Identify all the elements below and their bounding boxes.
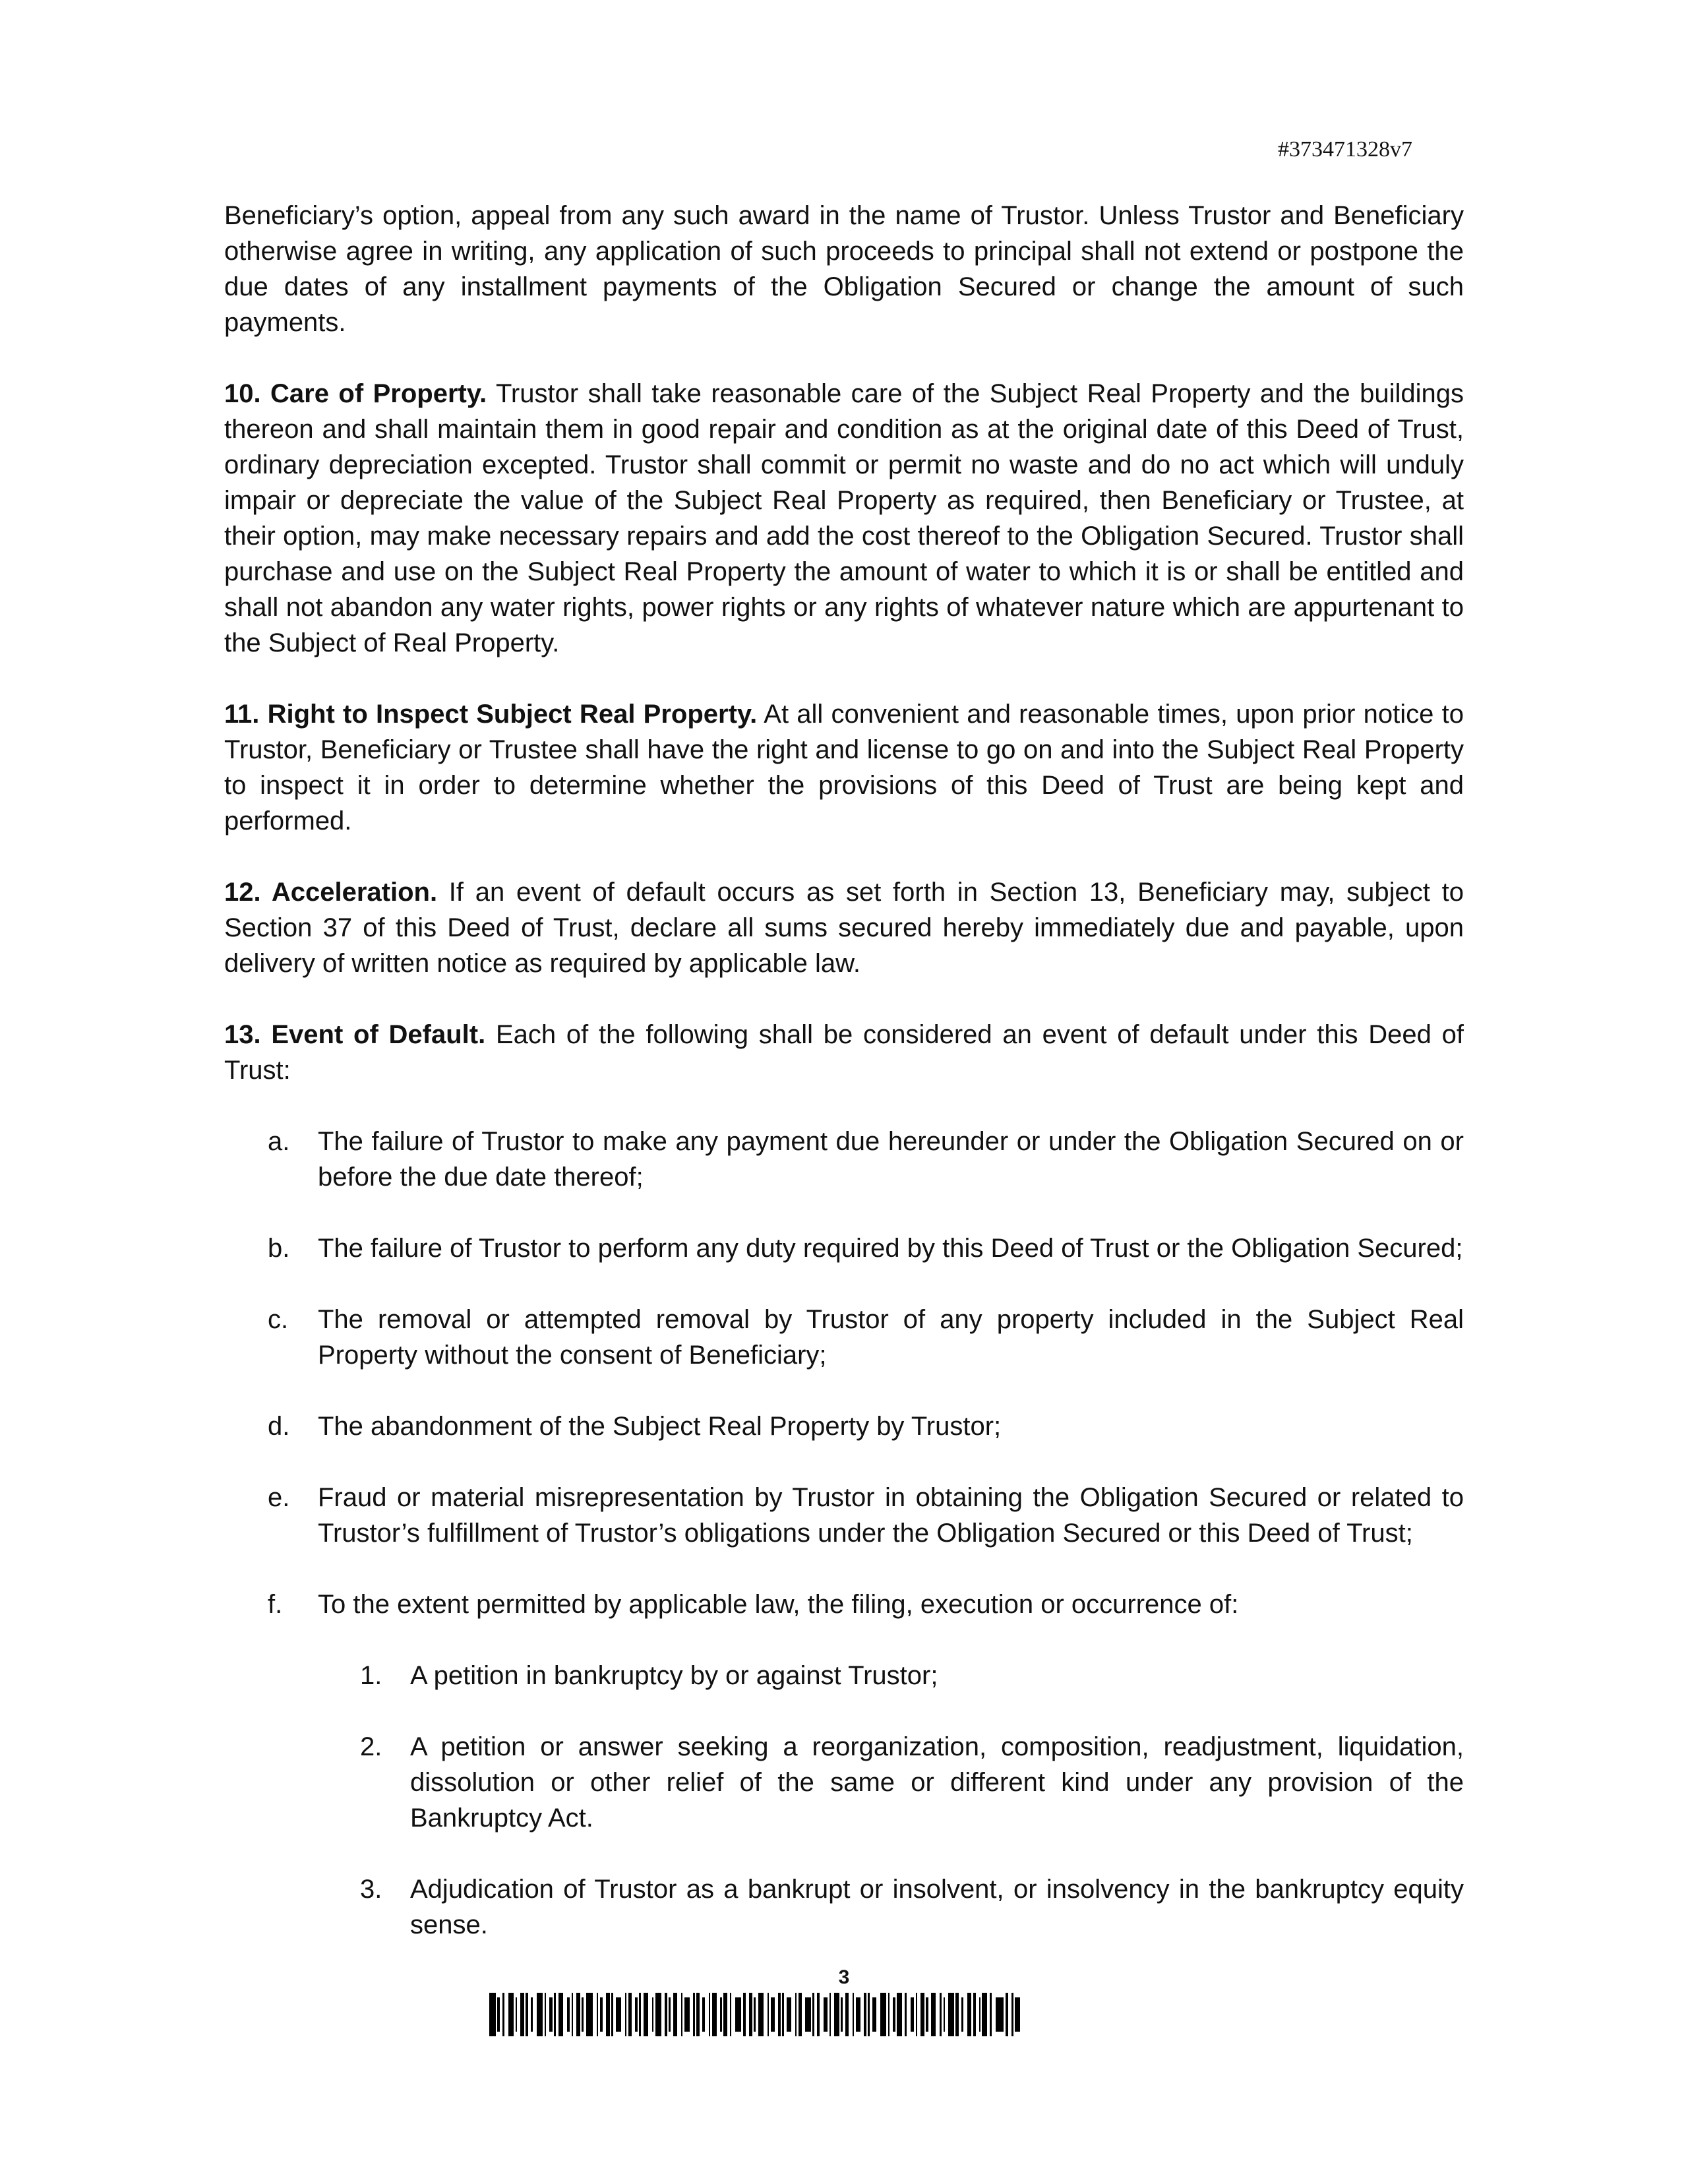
section-heading: 11. Right to Inspect Subject Real Property. bbox=[224, 700, 758, 729]
barcode-bar bbox=[628, 1993, 632, 2036]
barcode-bar bbox=[955, 1993, 959, 2036]
barcode-bar bbox=[702, 1997, 705, 2032]
bankruptcy-events-list bbox=[224, 1658, 1464, 1943]
paragraph-continuation bbox=[224, 198, 1464, 340]
barcode-bar bbox=[502, 1993, 504, 2036]
barcode-bar bbox=[531, 1997, 533, 2032]
barcode-bar bbox=[693, 1993, 695, 2036]
list-marker: d. bbox=[268, 1412, 290, 1441]
document-id: #373471328v7 bbox=[1278, 137, 1412, 162]
barcode-bar bbox=[684, 1997, 690, 2032]
list-item bbox=[224, 1729, 1464, 1836]
section-heading: 13. Event of Default. bbox=[224, 1020, 486, 1049]
list-marker: 2. bbox=[360, 1732, 382, 1761]
barcode-bar bbox=[973, 1993, 976, 2036]
barcode-bar bbox=[625, 1993, 626, 2036]
barcode-bar bbox=[655, 1993, 661, 2036]
barcode-bar bbox=[856, 1997, 860, 2032]
section-text: Trustor shall take reasonable care of the Subject Real Property and the buildings thereon and shall maintain them in good repair and condition as at the original date of this Deed of Trust, ordinary depreciation excepted. Trustor shall commit or permit no waste and do no act which will unduly impair or depreciate the value of the Subject Real Property as required, then Beneficiary or Trustee, at their option, may make necessary repairs and add the cost thereof to the Obligation Secured. Trustor shall purchase and use on the Subject Real Property the amount of water to which it is or shall be entitled and shall not abandon any water rights, power rights or any rights of whatever nature which are appurtenant to the Subject of Real Property. bbox=[224, 379, 1464, 657]
barcode-bar bbox=[799, 1993, 802, 2036]
barcode-bar bbox=[1015, 1997, 1020, 2032]
list-item-text: A petition in bankruptcy by or against Trustor; bbox=[410, 1661, 938, 1690]
barcode-bar bbox=[982, 1993, 987, 2036]
barcode-bar bbox=[754, 1997, 756, 2032]
list-item-text: The failure of Trustor to perform any duty required by this Deed of Trust or the Obligation Secured; bbox=[318, 1234, 1463, 1263]
list-item-text: The abandonment of the Subject Real Property by Trustor; bbox=[318, 1412, 1002, 1441]
barcode-bar bbox=[730, 1993, 731, 2036]
barcode-bar bbox=[576, 1993, 580, 2036]
barcode-bar bbox=[712, 1993, 717, 2036]
barcode-bar bbox=[944, 1997, 945, 2032]
list-item bbox=[224, 1587, 1464, 1622]
section-text: If an event of default occurs as set forth in Section 13, Beneficiary may, subject to Section 37 of this Deed of Trust, declare all sums secured hereby immediately due and payable, upon delivery of written notice as required by applicable law. bbox=[224, 878, 1464, 978]
section-10-care-of-property bbox=[224, 376, 1464, 661]
list-marker: 3. bbox=[360, 1875, 382, 1904]
section-text: Each of the following shall be considered an event of default under this Deed of Trust: bbox=[224, 1020, 1464, 1085]
barcode-bar bbox=[673, 1993, 677, 2036]
barcode-bar bbox=[872, 1997, 876, 2032]
barcode-bar bbox=[749, 1993, 752, 2036]
barcode-bar bbox=[567, 1997, 570, 2032]
barcode-bar bbox=[824, 1997, 828, 2032]
barcode-bar bbox=[600, 1997, 603, 2032]
list-item-text: The removal or attempted removal by Trustor of any property included in the Subject Real Property without the consent of Beneficiary; bbox=[318, 1305, 1464, 1370]
barcode-bar bbox=[795, 1993, 797, 2036]
list-item bbox=[224, 1658, 1464, 1693]
list-marker: b. bbox=[268, 1234, 290, 1263]
barcode-bar bbox=[888, 1993, 889, 2036]
barcode-bar bbox=[805, 1997, 811, 2032]
barcode-bar bbox=[771, 1997, 775, 2032]
barcode-bar bbox=[558, 1993, 563, 2036]
barcode-bar bbox=[853, 1993, 854, 2036]
barcode-bar bbox=[841, 1997, 843, 2032]
barcode-bar bbox=[723, 1993, 727, 2036]
barcode-bar bbox=[905, 1993, 907, 2036]
barcode-bar bbox=[526, 1993, 528, 2036]
barcode-bar bbox=[520, 1993, 524, 2036]
barcode-bar bbox=[893, 1997, 895, 2032]
barcode-bar bbox=[586, 1993, 593, 2036]
barcode-bar bbox=[545, 1993, 546, 2036]
barcode-bar bbox=[990, 1993, 992, 2036]
barcode-bar bbox=[931, 1993, 936, 2036]
list-item bbox=[224, 1302, 1464, 1373]
list-item-text: Adjudication of Trustor as a bankrupt or insolvent, or insolvency in the bankruptcy equity sense. bbox=[410, 1875, 1464, 1939]
list-item bbox=[224, 1480, 1464, 1551]
list-marker: c. bbox=[268, 1305, 289, 1334]
barcode-bar bbox=[537, 1993, 543, 2036]
barcode-bar bbox=[681, 1993, 682, 2036]
barcode-bar bbox=[812, 1993, 814, 2036]
barcode-bar bbox=[635, 1997, 638, 2032]
document-body bbox=[224, 198, 1464, 1978]
barcode-bar bbox=[967, 1993, 971, 2036]
section-13-event-of-default bbox=[224, 1017, 1464, 1088]
section-heading: 12. Acceleration. bbox=[224, 878, 438, 907]
barcode-bar bbox=[1006, 1993, 1008, 2036]
barcode-bar bbox=[829, 1993, 831, 2036]
barcode-bar bbox=[582, 1997, 584, 2032]
section-11-right-to-inspect bbox=[224, 696, 1464, 839]
barcode-bar bbox=[961, 1997, 963, 2032]
list-item bbox=[224, 1871, 1464, 1943]
barcode-bar bbox=[758, 1993, 764, 2036]
barcode-bar bbox=[778, 1993, 781, 2036]
barcode-bar bbox=[1011, 1993, 1013, 2036]
list-item bbox=[224, 1409, 1464, 1444]
barcode-bar bbox=[516, 1997, 517, 2032]
barcode-bar bbox=[834, 1993, 839, 2036]
barcode-bar bbox=[489, 1993, 496, 2036]
barcode bbox=[489, 1993, 1133, 2036]
barcode-bar bbox=[768, 1993, 769, 2036]
barcode-bar bbox=[606, 1993, 610, 2036]
barcode-bar bbox=[611, 1993, 613, 2036]
barcode-bar bbox=[652, 1997, 653, 2032]
barcode-bar bbox=[787, 1997, 791, 2032]
barcode-bar bbox=[880, 1993, 886, 2036]
barcode-bar bbox=[979, 1997, 980, 2032]
barcode-bar bbox=[709, 1993, 710, 2036]
barcode-bar bbox=[926, 1997, 928, 2032]
list-marker: a. bbox=[268, 1127, 290, 1156]
barcode-bar bbox=[911, 1997, 914, 2032]
list-item bbox=[224, 1230, 1464, 1266]
section-text: At all convenient and reasonable times, upon prior notice to Trustor, Beneficiary or Trustee shall have the right and license to go on and into the Subject Real Property to inspect it in order to determine whether the provisions of this Deed of Trust are being kept and performed. bbox=[224, 700, 1464, 835]
section-12-acceleration bbox=[224, 874, 1464, 981]
barcode-bar bbox=[948, 1993, 954, 2036]
list-item-text: A petition or answer seeking a reorganization, composition, readjustment, liquidation, dissolution or other relief of the same or different kind under any provision of the Bankruptcy Act. bbox=[410, 1732, 1464, 1833]
barcode-bar bbox=[735, 1997, 741, 2032]
barcode-bar bbox=[920, 1993, 924, 2036]
barcode-bar bbox=[572, 1993, 573, 2036]
list-item-text: To the extent permitted by applicable law, the filing, execution or occurrence of: bbox=[318, 1590, 1239, 1619]
barcode-bar bbox=[639, 1993, 641, 2036]
barcode-bar bbox=[554, 1993, 556, 2036]
barcode-bar bbox=[864, 1993, 866, 2036]
list-item-text: The failure of Trustor to make any payment due hereunder or under the Obligation Secured on or before the due date thereof; bbox=[318, 1127, 1464, 1192]
barcode-bar bbox=[696, 1993, 700, 2036]
barcode-bar bbox=[743, 1993, 746, 2036]
barcode-bar bbox=[817, 1993, 820, 2036]
barcode-bar bbox=[782, 1993, 784, 2036]
barcode-bar bbox=[669, 1997, 671, 2032]
barcode-bar bbox=[665, 1993, 667, 2036]
barcode-bar bbox=[996, 1997, 1004, 2032]
barcode-bar bbox=[845, 1993, 849, 2036]
list-marker: f. bbox=[268, 1590, 283, 1619]
barcode-bar bbox=[644, 1993, 648, 2036]
default-events-list bbox=[224, 1124, 1464, 1622]
barcode-bar bbox=[497, 1997, 500, 2032]
barcode-bar bbox=[720, 1997, 722, 2032]
barcode-bar bbox=[868, 1993, 870, 2036]
barcode-bar bbox=[940, 1993, 942, 2036]
barcode-bar bbox=[597, 1993, 598, 2036]
page-number: 3 bbox=[838, 1966, 850, 1988]
barcode-bar bbox=[916, 1993, 917, 2036]
paragraph-text: Beneficiary’s option, appeal from any such award in the name of Trustor. Unless Trustor and Beneficiary otherwise agree in writing, any application of such proceeds to principal shall not extend or postpone the due dates of any installment payments of the Obligation Secured or change the amount of such payments. bbox=[224, 201, 1464, 337]
list-item bbox=[224, 1124, 1464, 1195]
section-heading: 10. Care of Property. bbox=[224, 379, 487, 408]
list-marker: 1. bbox=[360, 1661, 382, 1690]
barcode-bar bbox=[897, 1993, 902, 2036]
list-marker: e. bbox=[268, 1483, 290, 1512]
list-item-text: Fraud or material misrepresentation by Trustor in obtaining the Obligation Secured or related to Trustor’s fulfillment of Trustor’s obligations under the Obligation Secured or this Deed of Trust; bbox=[318, 1483, 1464, 1548]
barcode-bar bbox=[508, 1993, 514, 2036]
barcode-bar bbox=[616, 1997, 621, 2032]
barcode-bar bbox=[549, 1997, 553, 2032]
